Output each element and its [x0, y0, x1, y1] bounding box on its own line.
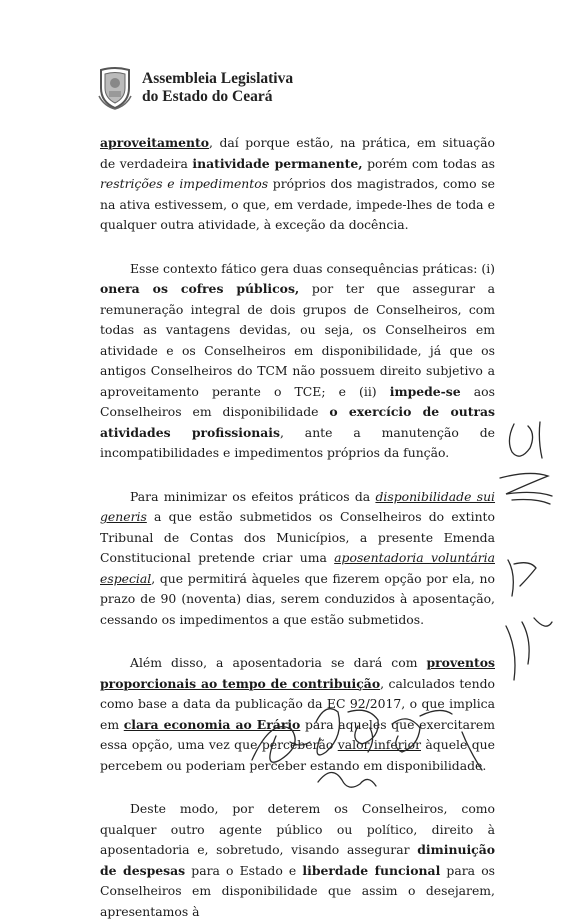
paragraph-2	[100, 259, 495, 464]
emphasis-bold: onera os cofres públicos,	[100, 281, 300, 296]
text-run: Além disso, a aposentadoria se dará com	[130, 655, 427, 670]
margin-initial-3	[508, 560, 536, 596]
emphasis-bold: impede-se	[389, 383, 461, 399]
text-run: para os Conselheiros em disponibilidade que assim o desejarem, apresentamos à	[100, 862, 496, 919]
text-run: , calculados tendo como base a data da publicação da EC 92/2017, o que implica em	[100, 675, 496, 732]
emphasis-underlined: aproveitamento	[100, 135, 210, 150]
emphasis-italic-underlined: disponibilidade sui generis	[100, 488, 496, 524]
text-run: para aqueles que exercitarem essa opção, uma vez que perceberão	[100, 716, 495, 752]
text-run: , que permitirá àqueles que fizerem opção por ela, no prazo de 90 (noventa) dias, serem conduzidos à aposentação, cessando os impedimentos a que estão submetidos.	[100, 570, 495, 627]
margin-initial-4	[506, 618, 552, 680]
paragraph-5	[100, 799, 495, 922]
emphasis-bold: diminuição de despesas	[100, 842, 495, 878]
state-coat-of-arms-icon	[98, 66, 132, 110]
emphasis-bold: liberdade funcional	[302, 862, 441, 878]
text-run: Esse contexto fático gera duas consequências práticas: (i)	[130, 260, 495, 276]
emphasis-bold: o exercício de outras atividades profissionais	[100, 404, 495, 440]
text-run: por ter que assegurar a remuneração integral de dois grupos de Conselheiros, com todas as vantagens devidas, ou seja, os Conselheiros em atividade e os Conselheiros em disponibilidade, já que os antigos Conselheiros do TCM não possuem direito subjetivo a aproveitamento perante o TCE; e (ii)	[100, 281, 495, 399]
text-run: para o Estado e	[185, 862, 303, 878]
document-body	[100, 133, 495, 922]
text-run: porém com todas as	[362, 155, 495, 171]
margin-initial-2	[500, 473, 552, 504]
emphasis-italic-underlined: aposentadoria voluntária especial	[100, 550, 495, 586]
paragraph-1	[100, 133, 495, 236]
margin-initial-1	[509, 422, 542, 458]
text-run: aos Conselheiros em disponibilidade	[100, 383, 495, 419]
text-run: , ante a manutenção de incompatibilidades e impedimentos próprios da função.	[100, 424, 495, 460]
emphasis-bold-underlined: clara economia ao Erário	[123, 716, 301, 732]
organization-name	[142, 70, 293, 106]
emphasis-bold: inatividade permanente,	[192, 155, 363, 171]
letterhead	[98, 66, 293, 110]
emphasis-italic: restrições e impedimentos	[100, 176, 269, 191]
paragraph-4	[100, 653, 495, 776]
text-run: àquele que percebem ou poderiam perceber estando em disponibilidade.	[100, 737, 495, 773]
text-run: a que estão submetidos os Conselheiros do extinto Tribunal de Contas dos Municípios, a presente Emenda Constitucional pretende criar uma	[100, 509, 495, 565]
paragraph-3	[100, 487, 495, 631]
text-run: Para minimizar os efeitos práticos da	[130, 488, 376, 504]
organization-name-line1: Assembleia Legislativa	[142, 70, 294, 87]
emphasis-underlined: valor inferior	[337, 737, 421, 752]
emphasis-bold-underlined: proventos proporcionais ao tempo de contribuição	[100, 655, 495, 691]
text-run: próprios dos magistrados, como se na ativa estivessem, o que, em verdade, impede-lhes de toda e qualquer outra atividade, à exceção da docência.	[100, 176, 495, 232]
text-run: , daí porque estão, na prática, em situação de verdadeira	[100, 135, 495, 171]
text-run: Deste modo, por deterem os Conselheiros, como qualquer outro agente público ou político, direito à aposentadoria e, sobretudo, visando assegurar	[100, 801, 495, 857]
organization-name-line2: do Estado do Ceará	[142, 88, 273, 105]
